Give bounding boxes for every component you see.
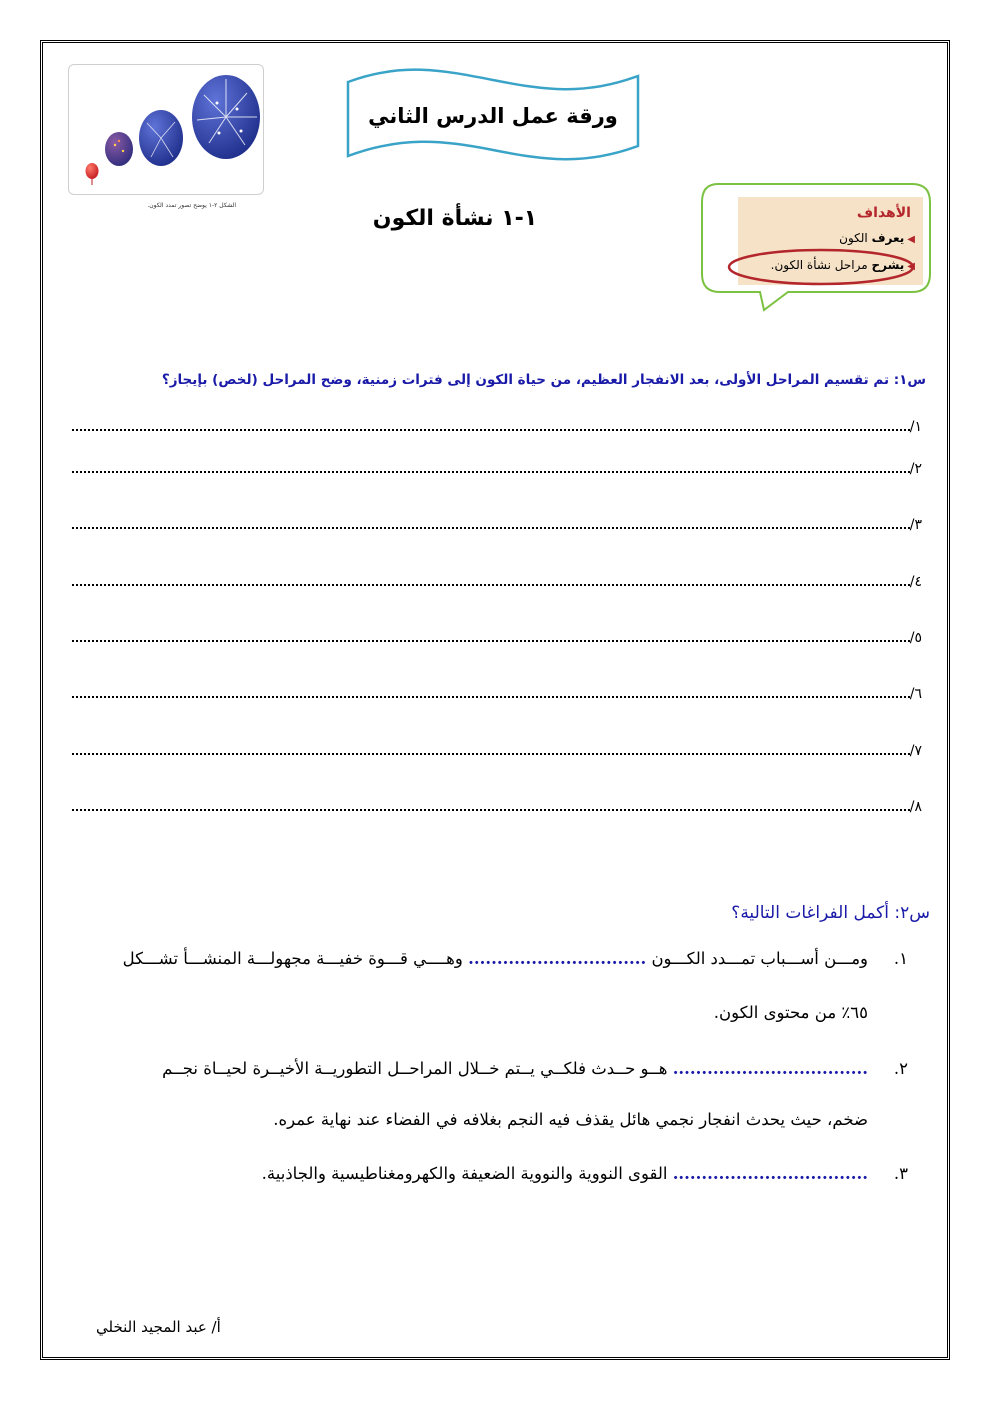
answer-line[interactable] [72,739,922,759]
bullet-triangle-icon: ◀ [907,234,915,245]
goal-verb: يعرف [871,231,905,245]
figure-frame [68,64,264,195]
answer-line[interactable] [72,457,922,477]
line-number: ٥/ [909,630,922,646]
answer-line[interactable] [72,415,922,435]
banner-title: ورقة عمل الدرس الثاني [368,104,618,128]
figure-caption: الشكل ٢-١ يوضح تصور تمدد الكون. [147,202,236,209]
answer-line[interactable] [72,570,922,590]
line-number: ٨/ [909,799,922,815]
lesson-title: ١-١ نشأة الكون [372,206,538,231]
goal-item [839,231,915,245]
blank-field[interactable]: ............................... [468,949,647,968]
line-number: ٦/ [909,686,922,702]
answer-line[interactable] [72,682,922,702]
balloons-figure [69,65,265,196]
item-number: .٣ [893,1164,908,1183]
highlight-ellipse [726,246,916,288]
item-text: القوى النووية والنووية الضعيفة والكهرومغناطيسية والجاذبية. [261,1164,668,1183]
answer-line[interactable] [72,513,922,533]
line-number: ٣/ [909,517,922,533]
fill-item-3-line1 [262,1164,868,1183]
item-text: ومـــن أســـباب تمـــدد الكـــون [651,949,868,968]
fill-item-1-line1 [123,949,868,968]
goals-title: الأهداف [856,205,911,221]
line-number: ٤/ [909,574,922,590]
blank-field[interactable]: .................................. [672,1164,868,1183]
title-banner [342,66,644,166]
goal-text: الكون [839,231,868,245]
fill-item-2-line1 [162,1059,868,1078]
fill-item-1-line2: ٦٥٪ من محتوى الكون. [713,1003,868,1022]
answer-line[interactable] [72,795,922,815]
answer-line[interactable] [72,626,922,646]
goal-verb: يشرح [871,258,905,272]
fill-item-2-line2: ضخم، حيث يحدث انفجار نجمي هائل يقذف فيه النجم بغلافه في الفضاء عند نهاية عمره. [273,1110,868,1129]
question-2-prompt: س٢: أكمل الفراغات التالية؟ [731,903,930,923]
line-number: ١/ [909,419,922,435]
line-number: ٢/ [909,461,922,477]
item-number: .١ [893,949,908,968]
item-text: هــو حــدث فلكــي يــتم خــلال المراحــل التطوريــة الأخيــرة لحيــاة نجــم [162,1059,668,1078]
item-text: وهــــي قـــوة خفيـــة مجهولـــة المنشـــأ تشـــكل [122,949,463,968]
author-name: أ/ عبد المجيد النخلي [96,1318,221,1336]
goal-text: مراحل نشأة الكون. [770,258,868,272]
blank-field[interactable]: .................................. [672,1059,868,1078]
line-number: ٧/ [909,743,922,759]
question-1-prompt: س١: تم تقسيم المراحل الأولى، بعد الانفجار العظيم، من حياة الكون إلى فترات زمنية، وضح المراحل (لخص) بإيجاز؟ [161,372,926,388]
bullet-triangle-icon: ◀ [907,261,915,272]
balloon-small [105,132,133,166]
balloon-tiny [86,163,99,179]
item-number: .٢ [893,1059,908,1078]
